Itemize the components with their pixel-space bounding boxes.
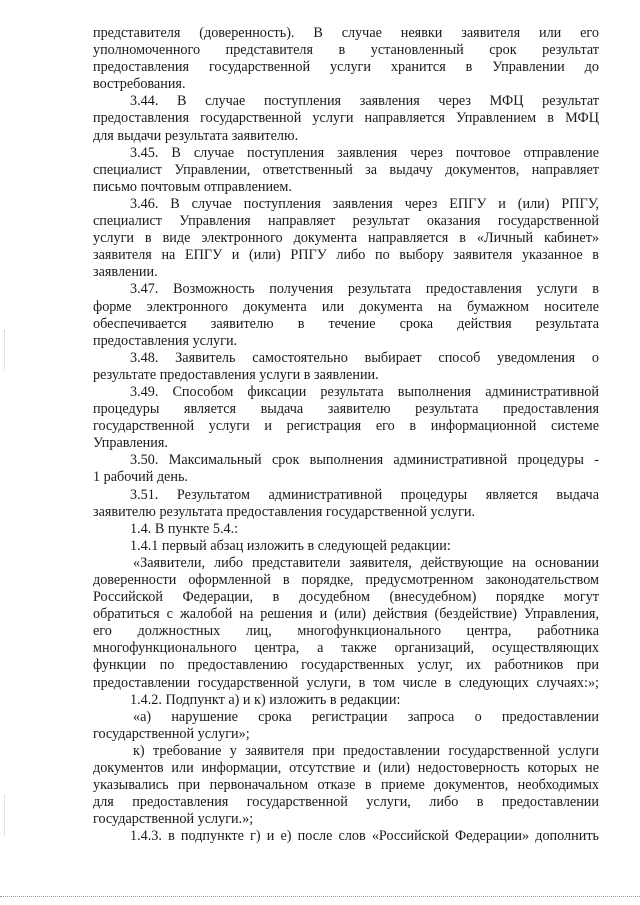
text-line: доверенности оформленной в порядке, предусмотренном законодательством — [93, 572, 599, 588]
document-body — [93, 25, 599, 846]
text-line: представителя (доверенность). В случае неявки заявителя или его — [93, 25, 599, 41]
text-line: 3.47. Возможность получения результата предоставления услуги в — [130, 281, 599, 298]
text-line: 3.48. Заявитель самостоятельно выбирает способ уведомления о — [130, 349, 599, 366]
text-line: государственной услуги и регистрация его в информационной системе — [93, 418, 599, 435]
text-line: государственной услуги.»; — [93, 811, 254, 828]
scan-margin-dots — [4, 330, 6, 370]
text-line: 3.50. Максимальный срок выполнения административной процедуры - — [130, 452, 599, 469]
text-line: специалист Управлении, ответственный за выдачу документов, направляет — [93, 161, 599, 178]
text-line: предоставления услуги. — [93, 332, 238, 349]
text-line: заявлении. — [93, 264, 158, 281]
text-line: 1.4.1 первый абзац изложить в следующей редакции: — [130, 537, 451, 554]
text-line: обратиться с жалобой на решения и (или) действия (бездействие) Управления, — [93, 606, 599, 623]
text-line: 3.45. В случае поступления заявления через почтовое отправление — [130, 144, 599, 161]
text-line: предоставления государственной услуги хранится в Управлении до — [93, 59, 599, 76]
text-line: для выдачи результата заявителю. — [93, 127, 299, 144]
text-line: уполномоченного представителя в установленный срок результат — [93, 42, 599, 59]
text-line: 3.49. Способом фиксации результата выполнения административной — [130, 383, 599, 400]
text-line: 3.46. В случае поступления заявления через ЕПГУ и (или) РПГУ, — [130, 195, 599, 212]
text-line: востребования. — [93, 76, 186, 93]
text-line: форме электронного документа или документа на бумажном носителе — [93, 298, 599, 315]
text-line: услуги в виде электронного документа направляется в «Личный кабинет» — [93, 230, 599, 247]
text-line: заявителю результата предоставления государственной услуги. — [93, 503, 476, 520]
text-line: многофункционального центра, а также организаций, осуществляющих — [93, 640, 599, 657]
text-line: Российской Федерации, в досудебном (внесудебном) порядке могут — [93, 589, 599, 606]
text-line: 3.44. В случае поступления заявления через МФЦ результат — [130, 93, 599, 110]
text-line: 3.51. Результатом административной процедуры является выдача — [130, 486, 599, 503]
text-line: функции по предоставлению государственных услуг, их работников при — [93, 657, 599, 674]
text-line: «а) нарушение срока регистрации запроса о предоставлении — [133, 708, 599, 725]
text-line: процедуры является выдача заявителю результата предоставления — [93, 401, 599, 418]
text-line: «Заявители, либо представители заявителя, действующие на основании — [133, 554, 599, 571]
text-line: заявителя на ЕПГУ и (или) РПГУ либо по выбору заявителя указанное в — [93, 247, 599, 264]
text-line: к) требование у заявителя при предоставлении государственной услуги — [133, 742, 599, 759]
text-line: 1.4.2. Подпункт а) и к) изложить в редакции: — [130, 691, 401, 708]
text-line: государственной услуги»; — [93, 725, 250, 742]
text-line: его должностных лиц, многофункционального центра, работника — [93, 623, 599, 640]
text-line: результате предоставления услуги в заявлении. — [93, 366, 379, 383]
text-line: специалист Управления направляет результат оказания государственной — [93, 213, 599, 230]
text-line: для предоставления государственной услуги, либо в предоставлении — [93, 794, 599, 811]
text-line: письмо почтовым отправлением. — [93, 178, 292, 195]
text-line: 1 рабочий день. — [93, 469, 188, 486]
text-line: документов или информации, отсутствие и (или) недостоверность которых не — [93, 760, 599, 777]
text-line: предоставления государственной услуги направляется Управлением в МФЦ — [93, 110, 599, 127]
page-bottom-edge — [0, 896, 640, 897]
text-line: 1.4.3. в подпункте г) и е) после слов «Российской Федерации» дополнить — [130, 828, 599, 845]
text-line: Управления. — [93, 435, 168, 452]
scan-margin-dots — [4, 795, 6, 835]
text-line: 1.4. В пункте 5.4.: — [130, 520, 239, 537]
text-line: указывались при первоначальном отказе в приеме документов, необходимых — [93, 777, 599, 794]
text-line: обеспечивается заявителю в течение срока действия результата — [93, 315, 599, 332]
text-line: предоставлении государственной услуги, в том числе в следующих случаях:»; — [93, 674, 599, 691]
